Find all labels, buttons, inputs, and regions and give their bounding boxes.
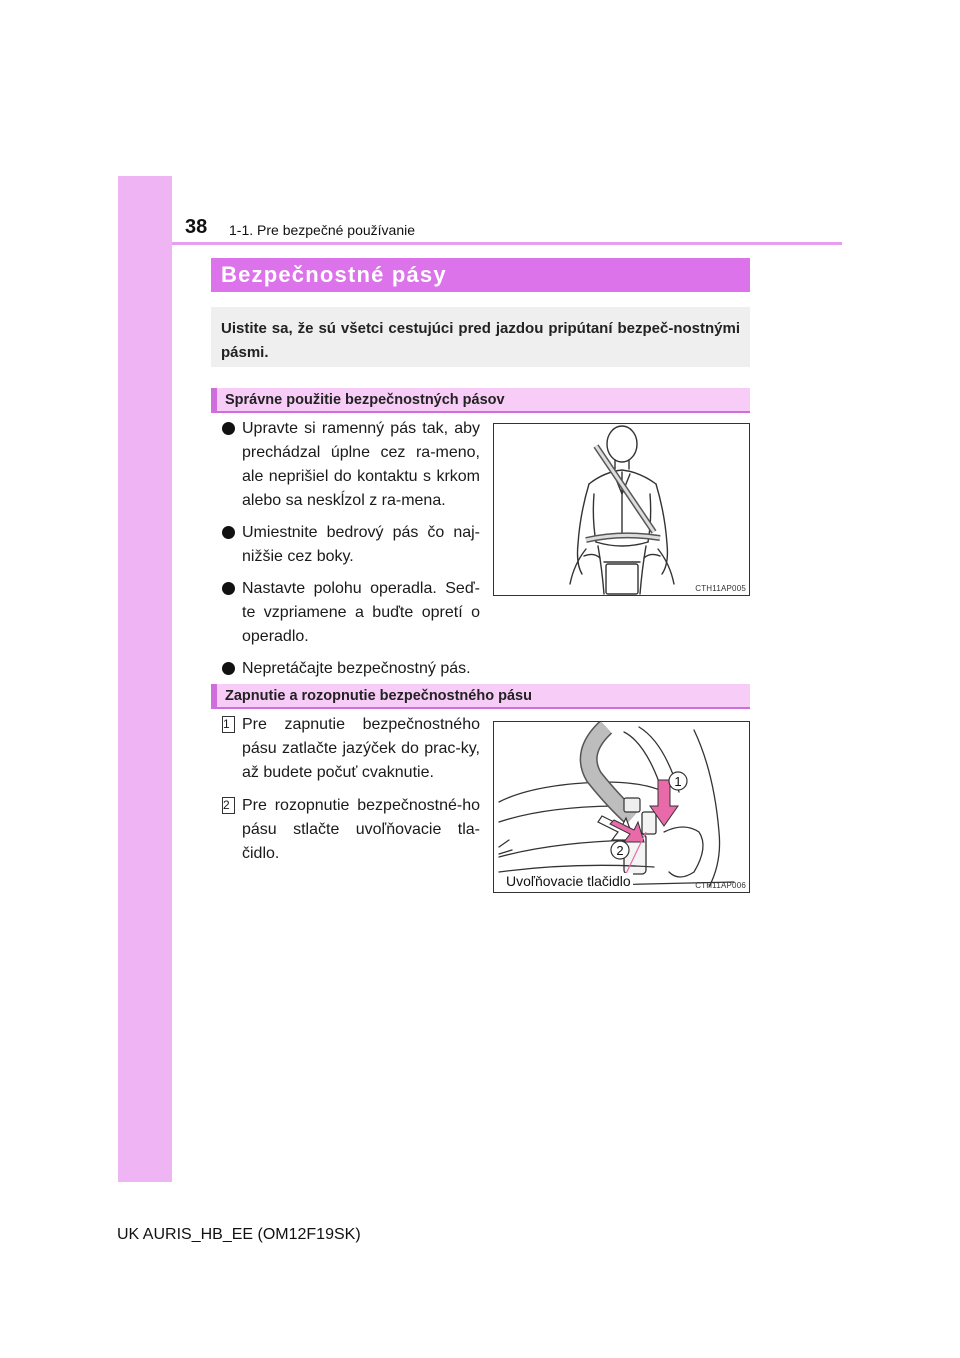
figure-code: CTH11AP006	[695, 881, 746, 890]
release-button-label: Uvoľňovacie tlačidlo	[506, 873, 631, 889]
header-rule	[172, 242, 842, 245]
step-number: 2	[222, 797, 235, 814]
callout-1-label: 1	[674, 774, 682, 789]
list-item: 2 Pre rozopnutie bezpečnostné-ho pásu stlačte uvoľňovacie tla-čidlo.	[223, 797, 480, 862]
list-item: Nastavte polohu operadla. Seď-te vzpriamene a buďte opretí o operadlo.	[222, 577, 480, 649]
footer-model-code: UK AURIS_HB_EE (OM12F19SK)	[117, 1226, 361, 1243]
side-tab	[118, 176, 172, 1182]
buckle-illustration	[494, 722, 750, 893]
bullet-icon	[222, 582, 235, 595]
bullet-icon	[222, 422, 235, 435]
step-number: 1	[222, 716, 235, 733]
section-header: 1-1. Pre bezpečné používanie	[229, 222, 416, 238]
seated-passenger-illustration	[494, 424, 750, 596]
page-title: Bezpečnostné pásy	[211, 258, 750, 292]
fastening-step-list	[222, 713, 480, 875]
seated-passenger-figure	[493, 423, 750, 596]
fastening-heading: Zapnutie a rozopnutie bezpečnostného pásu	[211, 684, 750, 709]
page-number: 38	[185, 216, 208, 238]
usage-bullet-list	[222, 417, 480, 689]
callout-2-label: 2	[616, 843, 624, 858]
list-item: 1 Pre zapnutie bezpečnostného pásu zatlačte jazýček do prac-ky, až budete počuť cvaknutie.	[223, 716, 480, 781]
buckle-figure	[493, 721, 750, 893]
list-item: Nepretáčajte bezpečnostný pás.	[222, 657, 480, 681]
list-item: Umiestnite bedrový pás čo naj-nižšie cez boky.	[222, 521, 480, 569]
bullet-icon	[222, 662, 235, 675]
intro-box: Uistite sa, že sú všetci cestujúci pred jazdou pripútaní bezpeč-nostnými pásmi.	[211, 307, 750, 367]
usage-heading: Správne použitie bezpečnostných pásov	[211, 388, 750, 413]
figure-code: CTH11AP005	[695, 584, 746, 593]
list-item: Upravte si ramenný pás tak, aby prechádzal úplne cez ra-meno, ale neprišiel do kontaktu s krkom alebo sa neskĺzol z ra-mena.	[222, 417, 480, 513]
bullet-icon	[222, 526, 235, 539]
